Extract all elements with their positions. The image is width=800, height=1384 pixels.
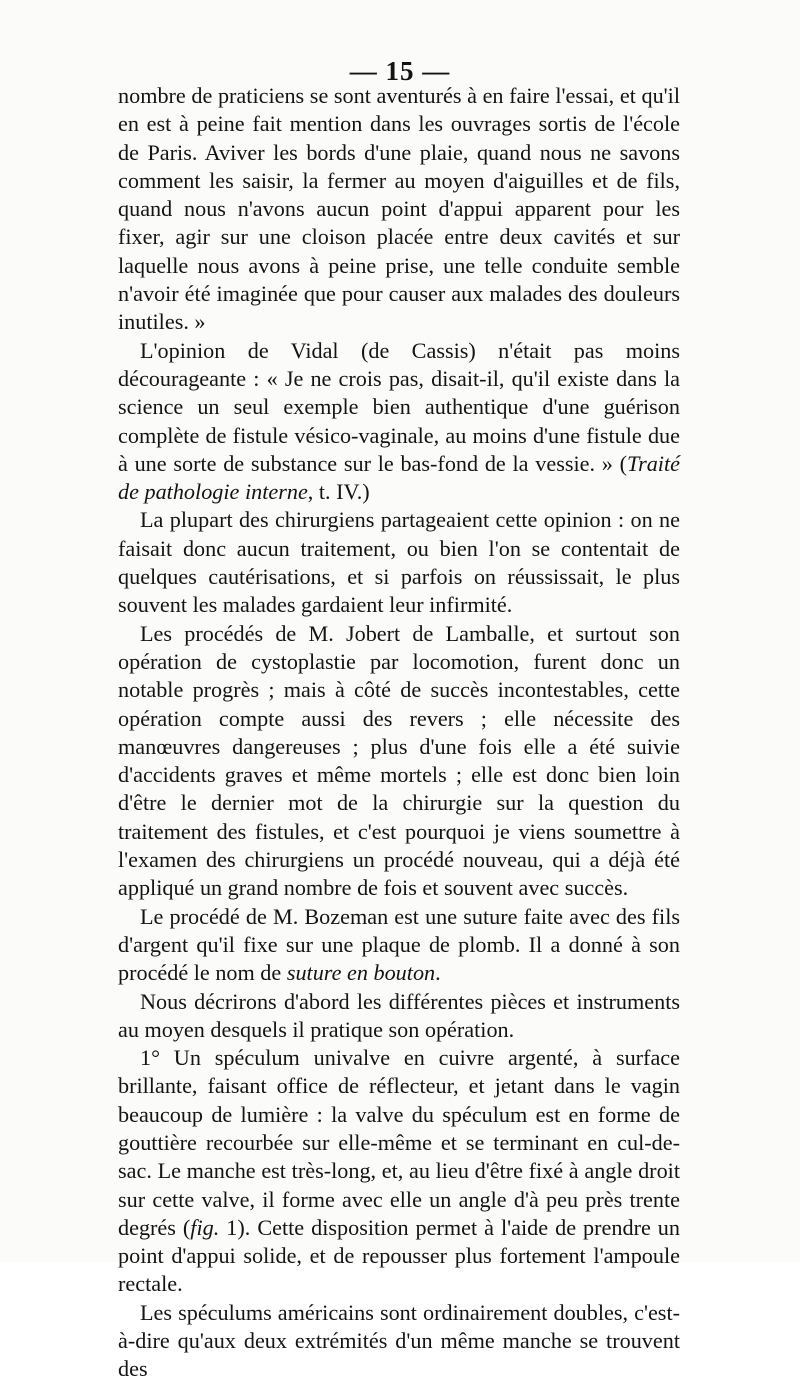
paragraph-5 bbox=[118, 903, 680, 988]
paragraph-5-tail: . bbox=[435, 960, 441, 986]
paragraph-1 bbox=[118, 82, 680, 337]
paragraph-2 bbox=[118, 337, 680, 507]
paragraph-8 bbox=[118, 1299, 680, 1384]
figure-ref-italic: fig. bbox=[190, 1214, 220, 1240]
paragraph-4-text: Les procédés de M. Jobert de Lamballe, et surtout son opération de cystoplastie par locomotion, furent donc un notable progrès ; mais à côté de succès incontestables, cette opération compte aussi des revers ; elle nécessite des manœuvres dangereuses ; plus d'une fois elle a été suivie d'accidents graves et même mortels ; elle est donc bien loin d'être le dernier mot de la chirurgie sur la question du traitement des fistules, et c'est pourquoi je viens soumettre à l'examen des chirurgiens un procédé nouveau, qui a déjà été appliqué un grand nombre de fois et souvent avec succès. bbox=[118, 620, 680, 901]
body-text bbox=[118, 82, 680, 1384]
paragraph-1-text: nombre de praticiens se sont aventurés à en faire l'essai, et qu'il en est à peine fait mention dans les ouvrages sortis de l'école de Paris. Aviver les bords d'une plaie, quand nous ne savons comment les saisir, la fermer au moyen d'aiguilles et de fils, quand nous n'avons aucun point d'appui apparent pour les fixer, agir sur une cloison placée entre deux cavités et sur laquelle nous avons à peine prise, une telle conduite semble n'avoir été imaginée que pour causer aux malades des douleurs inutiles. » bbox=[118, 83, 680, 335]
paragraph-3 bbox=[118, 506, 680, 619]
paragraph-7 bbox=[118, 1044, 680, 1299]
paragraph-4 bbox=[118, 620, 680, 903]
paragraph-7-tail: 1). Cette disposition permet à l'aide de prendre un point d'appui solide, et de repousser plus fortement l'ampoule rectale. bbox=[118, 1214, 680, 1297]
book-title-italic: Traité de pathologie interne bbox=[118, 450, 680, 505]
suture-name-italic: suture en bouton bbox=[286, 960, 436, 986]
paragraph-3-text: La plupart des chirurgiens partageaient cette opinion : on ne faisait donc aucun traitement, ou bien l'on se contentait de quelques cautérisations, et si parfois on réussissait, le plus souvent les malades gardaient leur infirmité. bbox=[118, 507, 680, 618]
paragraph-5-text: Le procédé de M. Bozeman est une suture faite avec des fils d'argent qu'il fixe sur une plaque de plomb. Il a donné à son procédé le nom de bbox=[118, 903, 680, 986]
paragraph-6-text: Nous décrirons d'abord les différentes pièces et instruments au moyen desquels il pratique son opération. bbox=[118, 988, 680, 1042]
page-number: — 15 — bbox=[349, 56, 451, 86]
paragraph-2-tail: , t. IV.) bbox=[307, 479, 370, 505]
paragraph-2-text: L'opinion de Vidal (de Cassis) n'était pas moins décourageante : « Je ne crois pas, disait-il, qu'il existe dans la science un seul exemple bien authentique d'une guérison complète de fistule vésico-vaginale, au moins d'une fistule due à une sorte de substance sur le bas-fond de la vessie. » ( bbox=[118, 337, 680, 476]
paragraph-6 bbox=[118, 988, 680, 1045]
paragraph-8-text: Les spéculums américains sont ordinairement doubles, c'est-à-dire qu'aux deux extrémités d'un même manche se trouvent des bbox=[118, 1299, 680, 1382]
paragraph-7-text: 1° Un spéculum univalve en cuivre argenté, à surface brillante, faisant office de réflecteur, et jetant dans le vagin beaucoup de lumière : la valve du spéculum est en forme de gouttière recourbée sur elle-même et se terminant en cul-de-sac. Le manche est très-long, et, au lieu d'être fixé à angle droit sur cette valve, il forme avec elle un angle d'à peu près trente degrés ( bbox=[118, 1045, 680, 1240]
